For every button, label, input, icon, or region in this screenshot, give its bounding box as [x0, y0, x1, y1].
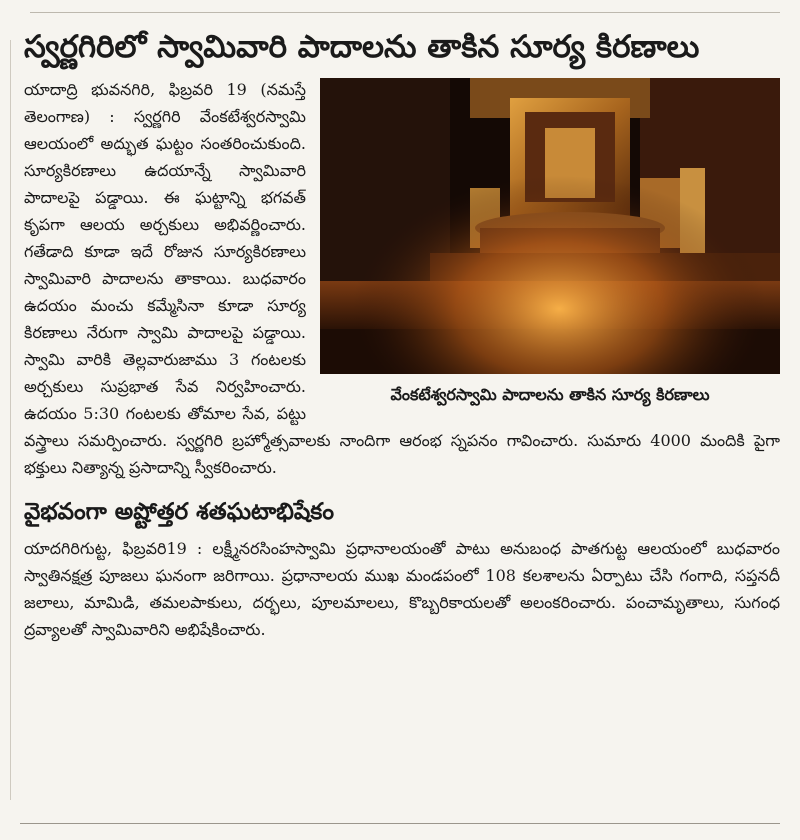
- sub-headline: వైభవంగా అష్టోత్తర శతఘటాభిషేకం: [24, 499, 334, 525]
- top-strip: [0, 0, 800, 22]
- bottom-divider: [20, 823, 780, 824]
- article-figure: [320, 78, 780, 412]
- photo-caption: వేంకటేశ్వరస్వామి పాదాలను తాకిన సూర్య కిరణాలు: [390, 385, 710, 404]
- article-body-block: [24, 76, 780, 481]
- temple-photo: [320, 78, 780, 374]
- sub-article-body: యాదగిరిగుట్ట, ఫిబ్రవరి19 : లక్ష్మీనరసింహస్వామి ప్రధానాలయంతో పాటు అనుబంధ పాతగుట్ట ఆలయంలో బుధవారం స్వాతినక్షత్ర పూజలు ఘనంగా జరిగాయి. ప్రధానాలయ ముఖ మండపంలో 108 కలశాలను ఏర్పాటు చేసి గంగాది, సప్తనదీ జలాలు, మామిడి, తమలపాకులు, దర్భలు, పూలమాలలు, కొబ్బరికాయలతో అలంకరించారు. పంచామృతాలు, సుగంధ ద్రవ్యాలతో స్వామివారిని అభిషేకించారు.: [24, 539, 780, 639]
- left-column-edge: [0, 40, 11, 800]
- news-article: [24, 24, 780, 643]
- temple-photo-illustration: [320, 78, 780, 374]
- article-body: యాదాద్రి భువనగిరి, ఫిబ్రవరి 19 (నమస్తే తెలంగాణ) : స్వర్ణగిరి వేంకటేశ్వరస్వామి ఆలయంలో అద్భుత ఘట్టం సంతరించుకుంది. సూర్యకిరణాలు ఉదయాన్నే స్వామివారి పాదాలపై పడ్డాయి. ఈ ఘట్టాన్ని భగవత్ కృపగా ఆలయ అర్చకులు అభివర్ణించారు. గతేడాది కూడా ఇదే రోజున సూర్యకిరణాలు స్వామివారి పాదాలను తాకాయి. బుధవారం ఉదయం మంచు కమ్మేసినా కూడా సూర్య కిరణాలు నేరుగా స్వామి పాదాలపై పడ్డాయి. స్వామి వారికి తెల్లవారుజాము 3 గంటలకు అర్చకులు సుప్రభాత సేవ నిర్వహించారు. ఉదయం 5:30 గంటలకు తోమాల సేవ, పట్టు వస్త్రాలు సమర్పించారు. స్వర్ణగిరి బ్రహ్మోత్సవాలకు నాందిగా ఆరంభ స్నపనం గావించారు. సుమారు 4000 మందికి పైగా భక్తులు నిత్యాన్న ప్రసాదాన్ని స్వీకరించారు.: [24, 80, 780, 477]
- top-divider: [30, 12, 780, 13]
- article-headline: స్వర్ణగిరిలో స్వామివారి పాదాలను తాకిన సూర్య కిరణాలు: [24, 29, 700, 65]
